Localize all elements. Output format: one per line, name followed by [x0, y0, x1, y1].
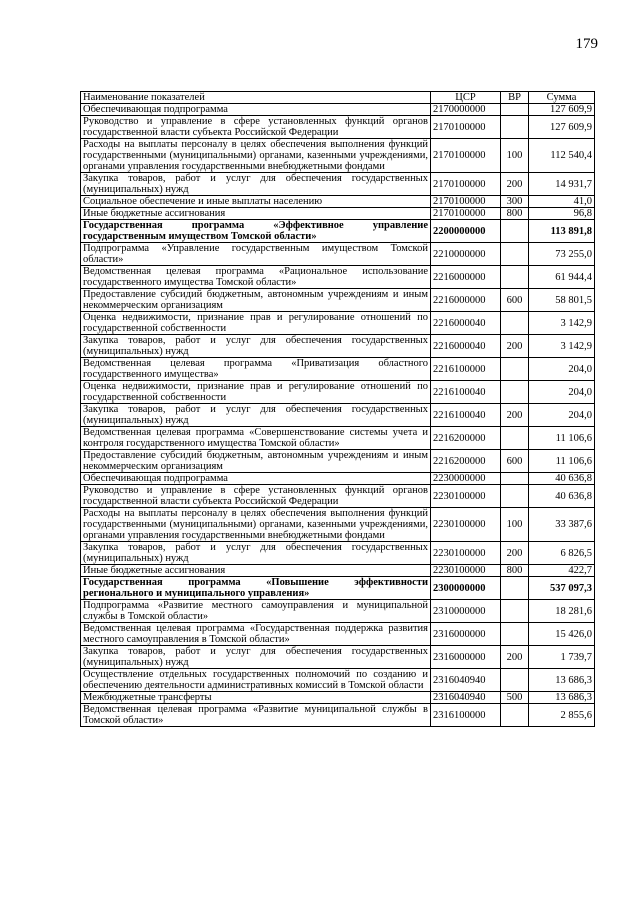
row-vr-cell: [501, 243, 529, 266]
table-row: [81, 266, 595, 289]
row-csr-cell: 2170000000: [431, 104, 501, 116]
row-csr-cell: 2316040940: [431, 669, 501, 692]
row-vr-cell: 600: [501, 289, 529, 312]
row-csr-cell: 2316000000: [431, 646, 501, 669]
row-name-cell: Обеспечивающая подпрограмма: [81, 104, 431, 116]
row-name-cell: Ведомственная целевая программа «Приватизация областного государственного имущества»: [81, 358, 431, 381]
row-sum-cell: 61 944,4: [529, 266, 595, 289]
row-name-cell: Государственная программа «Эффективное управление государственным имуществом Томской области»: [81, 220, 431, 243]
row-name-cell: Ведомственная целевая программа «Рациональное использование государственного имущества Томской области»: [81, 266, 431, 289]
row-vr-cell: [501, 427, 529, 450]
row-vr-cell: [501, 577, 529, 600]
row-vr-cell: [501, 381, 529, 404]
row-vr-cell: [501, 669, 529, 692]
row-csr-cell: 2170100000: [431, 116, 501, 139]
table-row: [81, 104, 595, 116]
table-row: [81, 427, 595, 450]
row-csr-cell: 2216000040: [431, 335, 501, 358]
row-csr-cell: 2216200000: [431, 427, 501, 450]
table-row: [81, 312, 595, 335]
row-sum-cell: 18 281,6: [529, 600, 595, 623]
row-sum-cell: 58 801,5: [529, 289, 595, 312]
page-number: 179: [575, 36, 598, 52]
row-csr-cell: 2216000000: [431, 289, 501, 312]
row-name-cell: Предоставление субсидий бюджетным, автономным учреждениям и иным некоммерческим организациям: [81, 450, 431, 473]
row-csr-cell: 2316000000: [431, 623, 501, 646]
row-vr-cell: 200: [501, 404, 529, 427]
row-name-cell: Расходы на выплаты персоналу в целях обеспечения выполнения функций государственными (муниципальными) органами, казенными учреждениями, органами управления государственными внебюджетными фондами: [81, 139, 431, 173]
table-row: [81, 623, 595, 646]
row-csr-cell: 2230100000: [431, 508, 501, 542]
row-sum-cell: 2 855,6: [529, 704, 595, 727]
row-sum-cell: 204,0: [529, 358, 595, 381]
row-csr-cell: 2230100000: [431, 565, 501, 577]
row-name-cell: Ведомственная целевая программа «Развитие муниципальной службы в Томской области»: [81, 704, 431, 727]
row-sum-cell: 3 142,9: [529, 335, 595, 358]
row-csr-cell: 2210000000: [431, 243, 501, 266]
table-row: [81, 646, 595, 669]
row-sum-cell: 15 426,0: [529, 623, 595, 646]
row-sum-cell: 127 609,9: [529, 104, 595, 116]
row-sum-cell: 13 686,3: [529, 692, 595, 704]
row-sum-cell: 112 540,4: [529, 139, 595, 173]
table-row: [81, 473, 595, 485]
row-vr-cell: [501, 473, 529, 485]
row-vr-cell: 500: [501, 692, 529, 704]
row-name-cell: Государственная программа «Повышение эффективности регионального и муниципального управления»: [81, 577, 431, 600]
row-vr-cell: [501, 485, 529, 508]
table-row: [81, 577, 595, 600]
table-row: [81, 404, 595, 427]
row-name-cell: Иные бюджетные ассигнования: [81, 565, 431, 577]
row-csr-cell: 2216100000: [431, 358, 501, 381]
row-sum-cell: 14 931,7: [529, 173, 595, 196]
table-body: [81, 104, 595, 727]
row-vr-cell: 100: [501, 139, 529, 173]
header-sum: Сумма: [529, 92, 595, 104]
row-csr-cell: 2200000000: [431, 220, 501, 243]
row-sum-cell: 40 636,8: [529, 485, 595, 508]
row-sum-cell: 41,0: [529, 196, 595, 208]
row-sum-cell: 204,0: [529, 381, 595, 404]
row-csr-cell: 2216100040: [431, 381, 501, 404]
row-csr-cell: 2230000000: [431, 473, 501, 485]
row-vr-cell: [501, 312, 529, 335]
row-csr-cell: 2230100000: [431, 485, 501, 508]
row-csr-cell: 2216000000: [431, 266, 501, 289]
row-name-cell: Осуществление отдельных государственных полномочий по созданию и обеспечению деятельности административных комиссий в Томской области: [81, 669, 431, 692]
row-csr-cell: 2170100000: [431, 173, 501, 196]
row-csr-cell: 2310000000: [431, 600, 501, 623]
row-csr-cell: 2170100000: [431, 139, 501, 173]
row-name-cell: Закупка товаров, работ и услуг для обеспечения государственных (муниципальных) нужд: [81, 173, 431, 196]
table-row: [81, 116, 595, 139]
row-sum-cell: 96,8: [529, 208, 595, 220]
row-sum-cell: 1 739,7: [529, 646, 595, 669]
row-name-cell: Иные бюджетные ассигнования: [81, 208, 431, 220]
row-name-cell: Ведомственная целевая программа «Государственная поддержка развития местного самоуправления в Томской области»: [81, 623, 431, 646]
table-header-row: [81, 92, 595, 104]
row-name-cell: Руководство и управление в сфере установленных функций органов государственной власти субъекта Российской Федерации: [81, 485, 431, 508]
row-csr-cell: 2300000000: [431, 577, 501, 600]
row-name-cell: Закупка товаров, работ и услуг для обеспечения государственных (муниципальных) нужд: [81, 646, 431, 669]
header-csr: ЦСР: [431, 92, 501, 104]
header-vr: ВР: [501, 92, 529, 104]
row-name-cell: Закупка товаров, работ и услуг для обеспечения государственных (муниципальных) нужд: [81, 542, 431, 565]
row-csr-cell: 2170100000: [431, 208, 501, 220]
row-csr-cell: 2216000040: [431, 312, 501, 335]
row-sum-cell: 204,0: [529, 404, 595, 427]
row-sum-cell: 6 826,5: [529, 542, 595, 565]
row-vr-cell: [501, 220, 529, 243]
table-row: [81, 381, 595, 404]
row-vr-cell: [501, 266, 529, 289]
row-name-cell: Оценка недвижимости, признание прав и регулирование отношений по государственной собственности: [81, 312, 431, 335]
table-row: [81, 220, 595, 243]
table-row: [81, 450, 595, 473]
row-sum-cell: 537 097,3: [529, 577, 595, 600]
row-vr-cell: [501, 600, 529, 623]
row-vr-cell: 600: [501, 450, 529, 473]
row-vr-cell: [501, 704, 529, 727]
row-csr-cell: 2230100000: [431, 542, 501, 565]
row-vr-cell: [501, 358, 529, 381]
row-vr-cell: 200: [501, 173, 529, 196]
table-row: [81, 600, 595, 623]
row-vr-cell: 200: [501, 646, 529, 669]
row-sum-cell: 127 609,9: [529, 116, 595, 139]
row-sum-cell: 11 106,6: [529, 450, 595, 473]
row-vr-cell: [501, 623, 529, 646]
row-name-cell: Руководство и управление в сфере установленных функций органов государственной власти субъекта Российской Федерации: [81, 116, 431, 139]
row-sum-cell: 13 686,3: [529, 669, 595, 692]
row-vr-cell: 800: [501, 565, 529, 577]
header-name: Наименование показателей: [81, 92, 431, 104]
row-sum-cell: 40 636,8: [529, 473, 595, 485]
table-row: [81, 358, 595, 381]
row-name-cell: Обеспечивающая подпрограмма: [81, 473, 431, 485]
row-name-cell: Подпрограмма «Развитие местного самоуправления и муниципальной службы в Томской области»: [81, 600, 431, 623]
row-name-cell: Социальное обеспечение и иные выплаты населению: [81, 196, 431, 208]
table-row: [81, 692, 595, 704]
row-name-cell: Предоставление субсидий бюджетным, автономным учреждениям и иным некоммерческим организациям: [81, 289, 431, 312]
table-row: [81, 508, 595, 542]
table-row: [81, 196, 595, 208]
table-row: [81, 139, 595, 173]
table-row: [81, 289, 595, 312]
table-row: [81, 335, 595, 358]
row-vr-cell: 800: [501, 208, 529, 220]
row-sum-cell: 113 891,8: [529, 220, 595, 243]
row-vr-cell: [501, 116, 529, 139]
row-name-cell: Закупка товаров, работ и услуг для обеспечения государственных (муниципальных) нужд: [81, 335, 431, 358]
row-csr-cell: 2216100040: [431, 404, 501, 427]
row-csr-cell: 2170100000: [431, 196, 501, 208]
row-name-cell: Закупка товаров, работ и услуг для обеспечения государственных (муниципальных) нужд: [81, 404, 431, 427]
table-row: [81, 208, 595, 220]
table-row: [81, 669, 595, 692]
row-name-cell: Расходы на выплаты персоналу в целях обеспечения выполнения функций государственными (муниципальными) органами, казенными учреждениями, органами управления государственными внебюджетными фондами: [81, 508, 431, 542]
table-row: [81, 173, 595, 196]
row-vr-cell: 100: [501, 508, 529, 542]
table-row: [81, 704, 595, 727]
row-vr-cell: 200: [501, 542, 529, 565]
row-name-cell: Межбюджетные трансферты: [81, 692, 431, 704]
row-vr-cell: 200: [501, 335, 529, 358]
table-row: [81, 542, 595, 565]
row-sum-cell: 11 106,6: [529, 427, 595, 450]
table-row: [81, 485, 595, 508]
table-row: [81, 565, 595, 577]
row-sum-cell: 422,7: [529, 565, 595, 577]
row-sum-cell: 33 387,6: [529, 508, 595, 542]
row-name-cell: Ведомственная целевая программа «Совершенствование системы учета и контроля государственного имущества Томской области»: [81, 427, 431, 450]
row-name-cell: Оценка недвижимости, признание прав и регулирование отношений по государственной собственности: [81, 381, 431, 404]
row-sum-cell: 73 255,0: [529, 243, 595, 266]
row-vr-cell: 300: [501, 196, 529, 208]
table-row: [81, 243, 595, 266]
row-sum-cell: 3 142,9: [529, 312, 595, 335]
row-vr-cell: [501, 104, 529, 116]
budget-table: [80, 91, 595, 727]
row-csr-cell: 2316100000: [431, 704, 501, 727]
row-name-cell: Подпрограмма «Управление государственным имуществом Томской области»: [81, 243, 431, 266]
row-csr-cell: 2316040940: [431, 692, 501, 704]
row-csr-cell: 2216200000: [431, 450, 501, 473]
